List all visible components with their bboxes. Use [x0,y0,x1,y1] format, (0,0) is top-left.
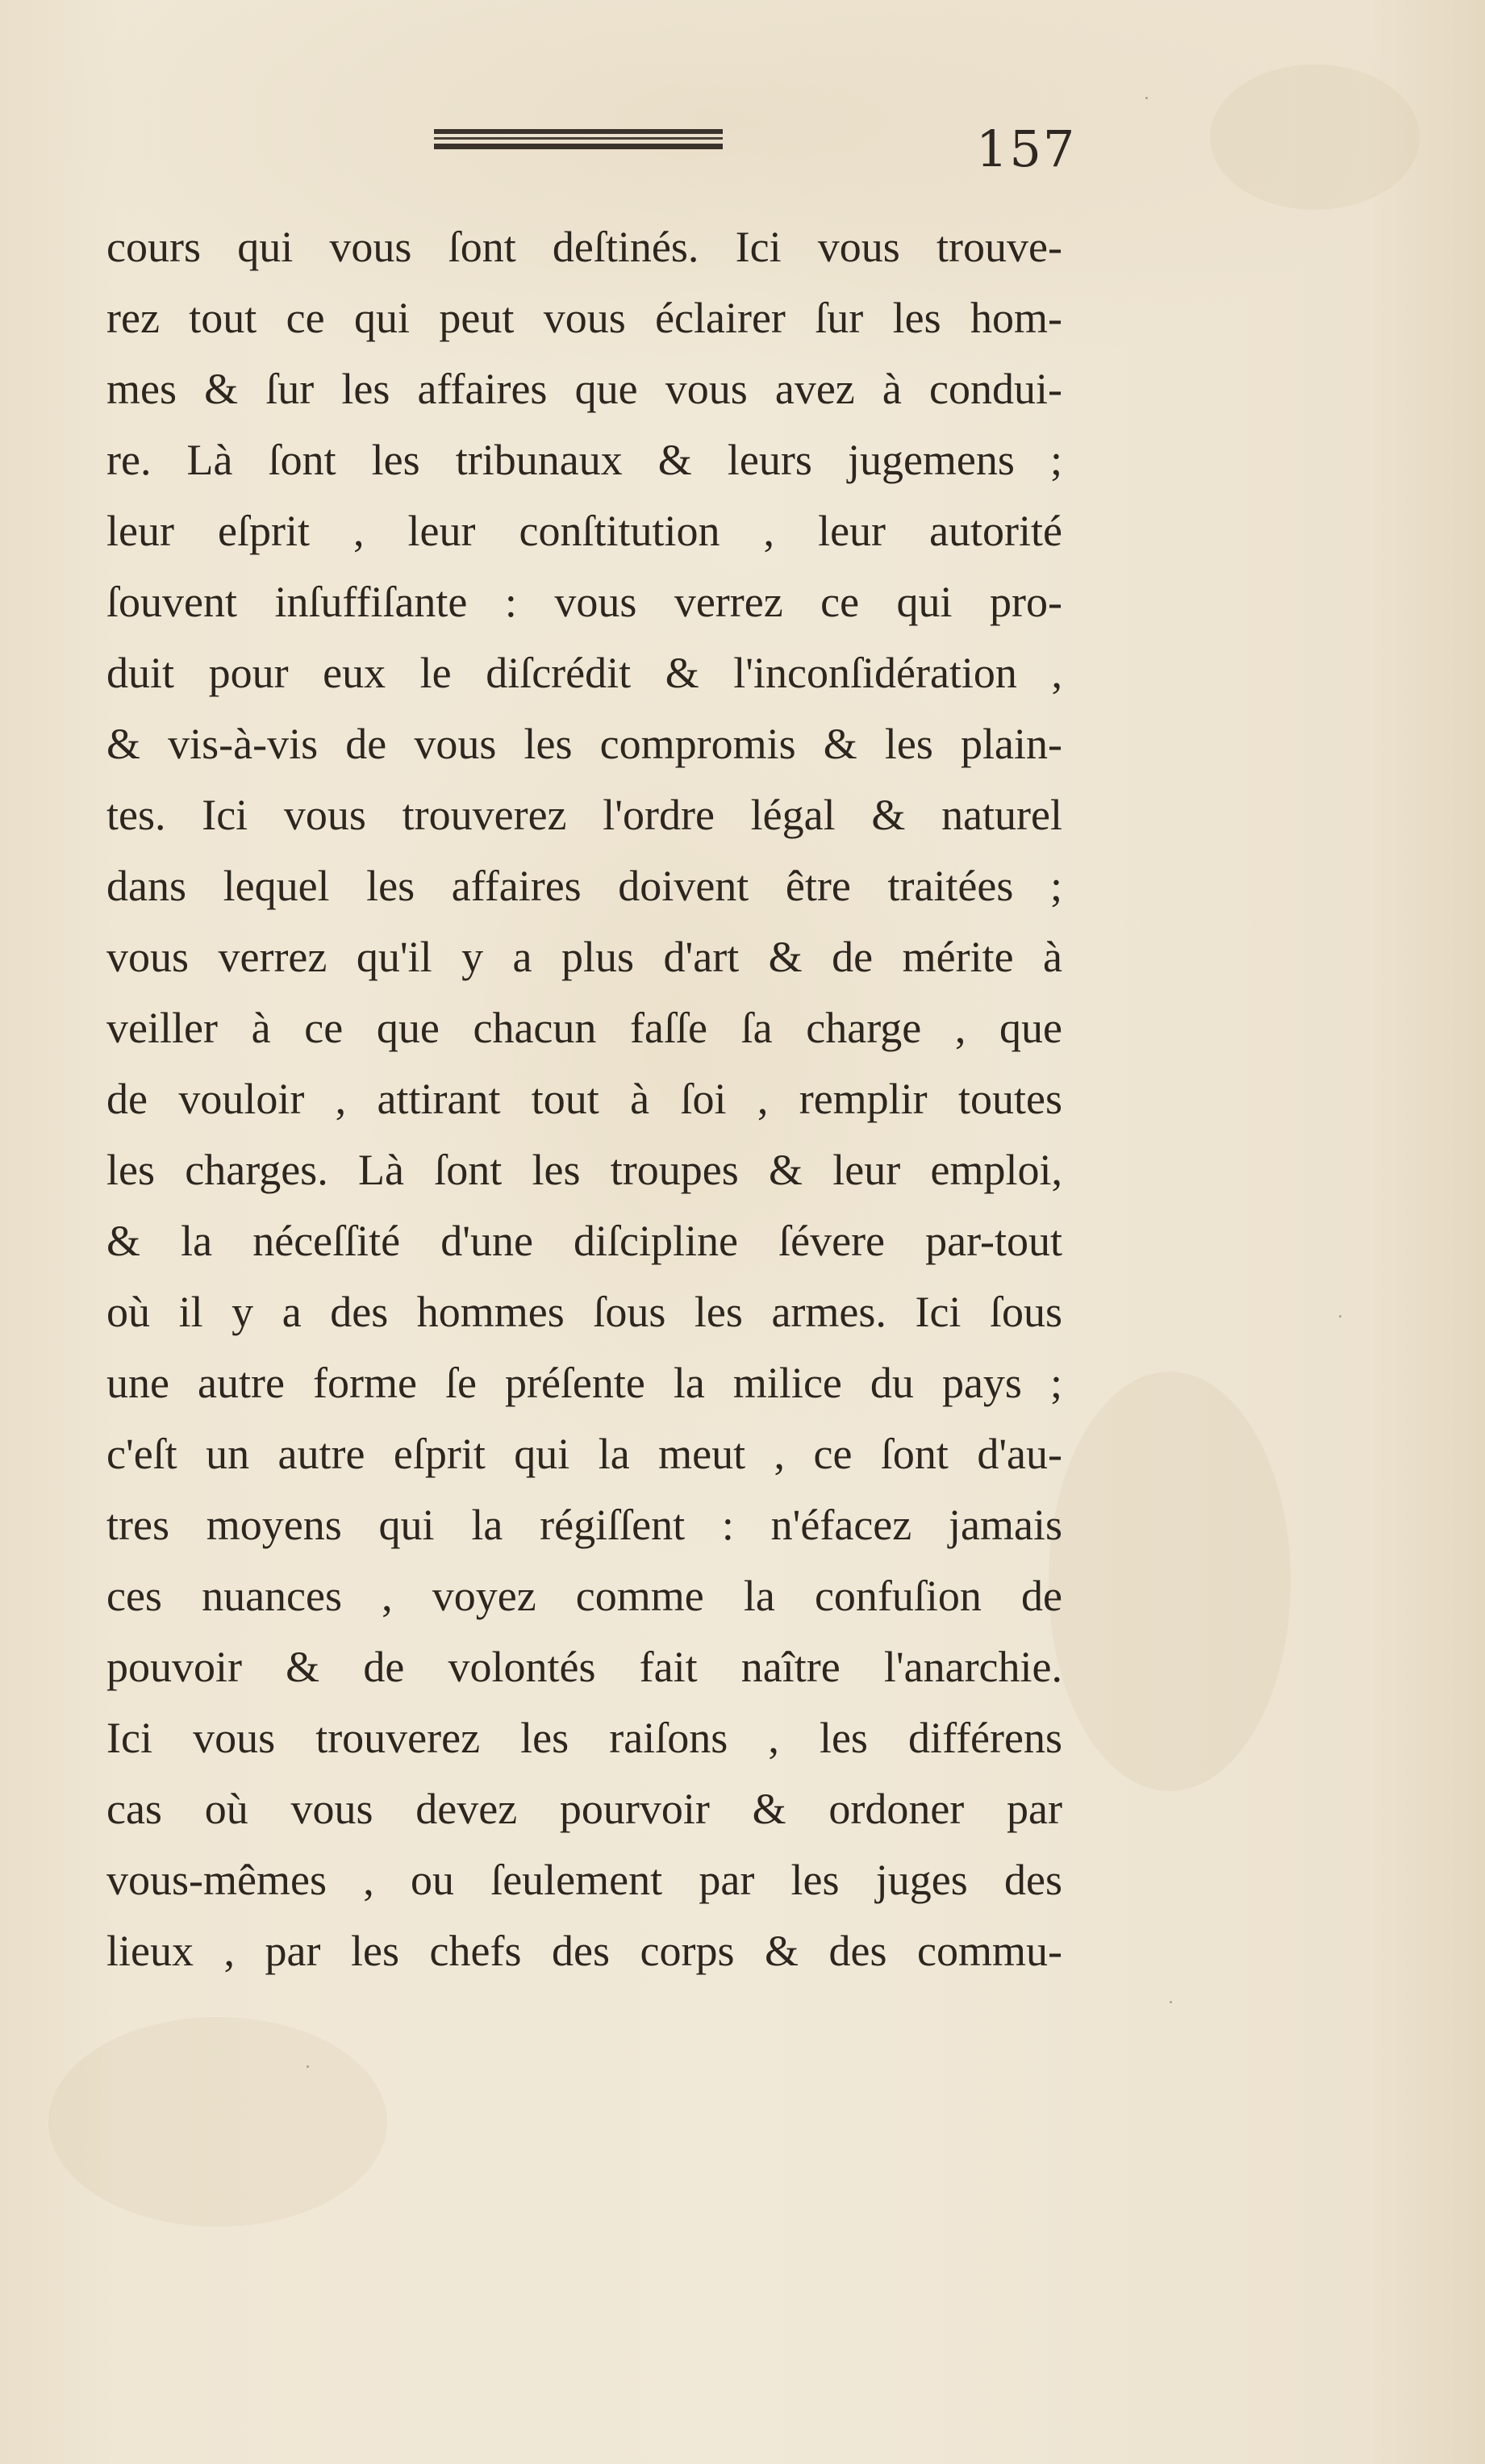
text-line: de vouloir , attirant tout à ſoi , remplir toutes [106,1075,1062,1123]
text-line: & la néceſſité d'une diſcipline ſévere par-tout [106,1217,1062,1265]
paper-stain [1210,65,1420,210]
page-number: 157 [976,119,1077,178]
header-rule [434,144,723,149]
paper-speck [307,2065,309,2068]
text-line: ſouvent inſuffiſante : vous verrez ce qui pro- [106,578,1062,626]
text-line: veiller à ce que chacun faſſe ſa charge , que [106,1004,1062,1052]
text-line: dans lequel les affaires doivent être traitées ; [106,862,1062,910]
text-line: vous-mêmes , ou ſeulement par les juges des [106,1856,1062,1904]
text-line: leur eſprit , leur conſtitution , leur autorité [106,507,1062,555]
text-line: les charges. Là ſont les troupes & leur emploi, [106,1146,1062,1194]
text-line: lieux , par les chefs des corps & des commu- [106,1927,1062,1975]
text-line: tes. Ici vous trouverez l'ordre légal & naturel [106,791,1062,839]
paper-speck [1145,97,1148,99]
header-rule [434,129,723,134]
body-text [106,211,1062,1986]
text-line: rez tout ce qui peut vous éclairer ſur les hom- [106,294,1062,342]
text-line: une autre forme ſe préſente la milice du pays ; [106,1359,1062,1407]
text-line: Ici vous trouverez les raiſons , les différens [106,1714,1062,1762]
paper-speck [1339,1315,1341,1318]
text-line: re. Là ſont les tribunaux & leurs jugemens ; [106,436,1062,484]
text-line: c'eſt un autre eſprit qui la meut , ce ſont d'au- [106,1430,1062,1478]
text-line: tres moyens qui la régiſſent : n'éfacez jamais [106,1501,1062,1549]
text-line: cas où vous devez pourvoir & ordoner par [106,1785,1062,1833]
text-line: vous verrez qu'il y a plus d'art & de mérite à [106,933,1062,981]
text-line: duit pour eux le diſcrédit & l'inconſidération , [106,649,1062,697]
text-line: ces nuances , voyez comme la confuſion de [106,1572,1062,1620]
text-line: mes & ſur les affaires que vous avez à condui- [106,365,1062,413]
text-line: cours qui vous ſont deſtinés. Ici vous trouve- [106,223,1062,271]
paper-stain [1049,1372,1291,1791]
text-line: pouvoir & de volontés fait naître l'anarchie. [106,1643,1062,1691]
text-line: & vis-à-vis de vous les compromis & les plain- [106,720,1062,768]
header-rule [434,137,723,140]
paper-stain [48,2017,387,2227]
text-line: où il y a des hommes ſous les armes. Ici ſous [106,1288,1062,1336]
paper-speck [1170,2001,1172,2003]
